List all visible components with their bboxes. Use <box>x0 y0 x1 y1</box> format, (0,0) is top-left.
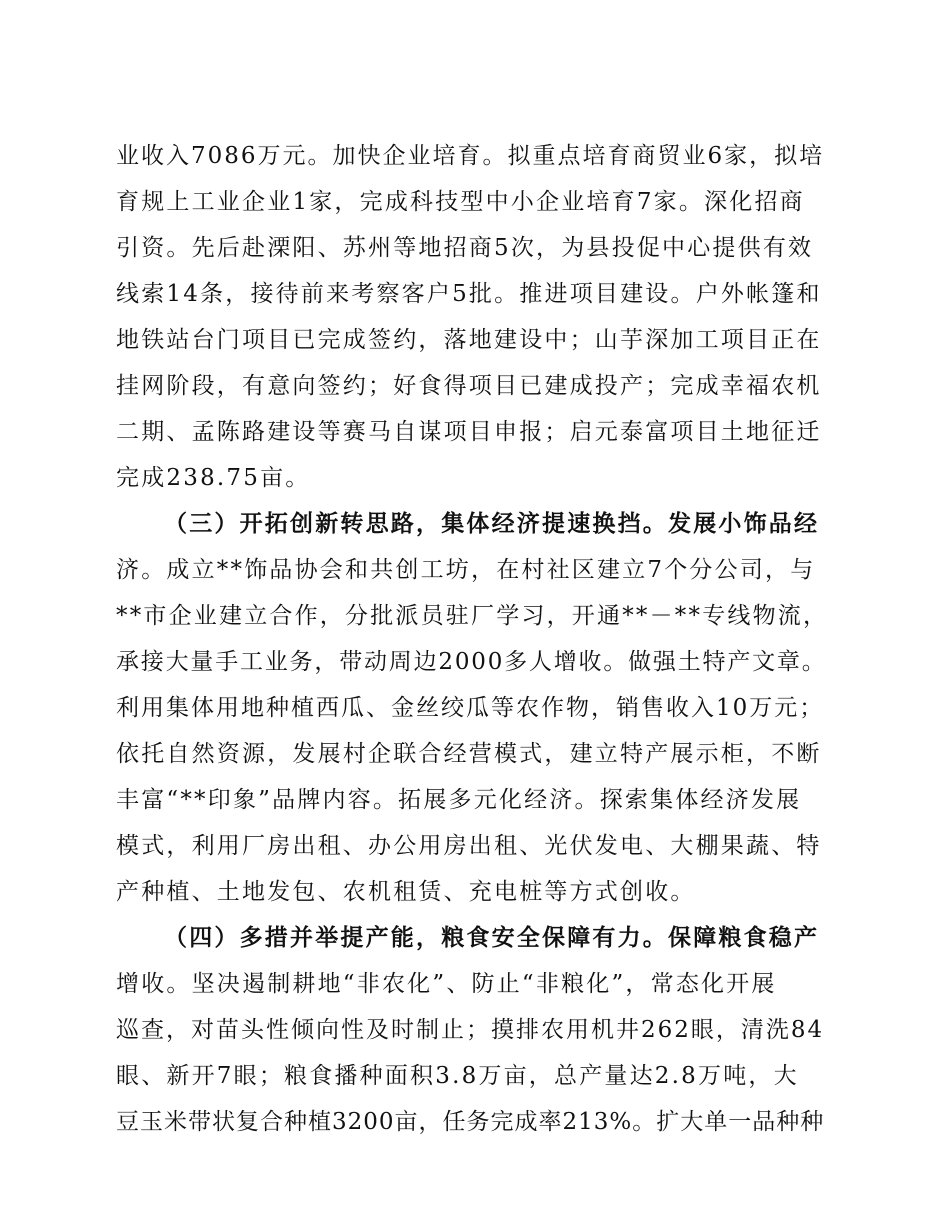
body-line-3: 引资。先后赴溧阳、苏州等地招商5次，为县投促中心提供有效 <box>116 235 814 261</box>
section-heading-3: （三）开拓创新转思路，集体经济提速换挡。发展小饰品经 <box>164 510 820 537</box>
section-heading-4: （四）多措并举提产能，粮食安全保障有力。保障粮食稳产 <box>164 924 820 951</box>
body-line-16: 模式，利用厂房出租、办公用房出租、光伏发电、大棚果蔬、特 <box>116 833 822 859</box>
body-line-19: 增收。坚决遏制耕地“非农化”、防止“非粮化”，常态化开展 <box>116 971 777 997</box>
body-line-10: 济。成立**饰品协会和共创工坊，在村社区建立7个分公司，与 <box>116 557 816 583</box>
body-line-4: 线索14条，接待前来考察客户5批。推进项目建设。户外帐篷和 <box>116 281 822 307</box>
body-line-17: 产种植、土地发包、农机租赁、充电桩等方式创收。 <box>116 879 696 905</box>
body-line-14: 依托自然资源，发展村企联合经营模式，建立特产展示柜，不断 <box>116 741 822 767</box>
body-line-22: 豆玉米带状复合种植3200亩，任务完成率213%。扩大单一品种种 <box>116 1109 825 1135</box>
body-line-20: 巡查，对苗头性倾向性及时制止；摸排农用机井262眼，清洗84 <box>116 1017 825 1043</box>
body-line-8: 完成238.75亩。 <box>116 465 311 491</box>
body-line-1: 业收入7086万元。加快企业培育。拟重点培育商贸业6家，拟培 <box>116 143 825 169</box>
body-line-13: 利用集体用地种植西瓜、金丝绞瓜等农作物，销售收入10万元； <box>116 695 825 721</box>
body-line-15: 丰富“**印象”品牌内容。拓展多元化经济。探索集体经济发展 <box>116 787 802 813</box>
body-line-5: 地铁站台门项目已完成签约，落地建设中；山芋深加工项目正在 <box>116 327 822 353</box>
body-line-6: 挂网阶段，有意向签约；好食得项目已建成投产；完成幸福农机 <box>116 373 822 399</box>
body-line-7: 二期、孟陈路建设等赛马自谋项目申报；启元泰富项目土地征迁 <box>116 419 822 445</box>
body-line-21: 眼、新开7眼；粮食播种面积3.8万亩，总产量达2.8万吨，大 <box>116 1063 799 1089</box>
body-line-12: 承接大量手工业务，带动周边2000多人增收。做强土特产文章。 <box>116 649 827 675</box>
body-line-11: **市企业建立合作，分批派员驻厂学习，开通**－**专线物流， <box>116 603 829 629</box>
body-line-2: 育规上工业企业1家，完成科技型中小企业培育7家。深化招商 <box>116 189 805 215</box>
